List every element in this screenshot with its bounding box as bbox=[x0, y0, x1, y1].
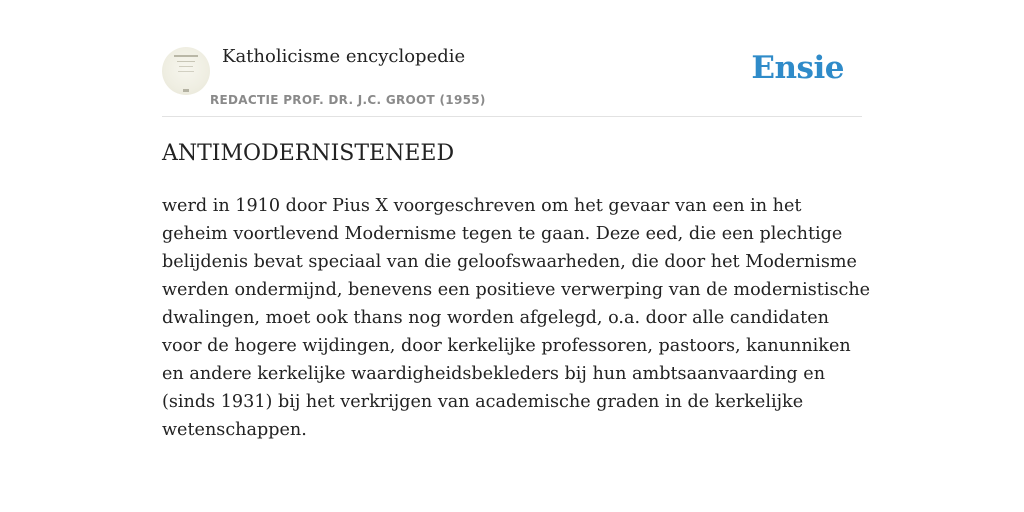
entry-title: ANTIMODERNISTENEED bbox=[162, 141, 455, 166]
cover-title-line bbox=[174, 55, 198, 57]
ensie-logo-link[interactable]: Ensie bbox=[751, 50, 844, 86]
encyclopedia-title-link[interactable]: Katholicisme encyclopedie bbox=[222, 46, 466, 67]
encyclopedia-header bbox=[162, 40, 862, 117]
cover-text-line bbox=[178, 71, 194, 72]
encyclopedia-cover-thumbnail[interactable] bbox=[162, 47, 210, 95]
cover-emblem bbox=[183, 89, 189, 92]
entry-body-text: werd in 1910 door Pius X voorgeschreven om het gevaar van een in het geheim voortlevend Modernisme tegen te gaan. Deze eed, die een plechtige belijdenis bevat speciaal van die geloofswaarheden, die door het Modernisme werden ondermijnd, benevens een positieve verwerping van de modernistische dwalingen, moet ook thans nog worden afgelegd, o.a. door alle candidaten voor de hogere wijdingen, door kerkelijke professoren, pastoors, kanunniken en andere kerkelijke waardigheidsbekleders bij hun ambtsaanvaarding en (sinds 1931) bij het verkrijgen van academische graden in de kerkelijke wetenschappen. bbox=[162, 196, 871, 440]
cover-text-line bbox=[179, 66, 193, 67]
editor-credit: REDACTIE PROF. DR. J.C. GROOT (1955) bbox=[210, 93, 486, 107]
cover-text-line bbox=[177, 61, 195, 62]
